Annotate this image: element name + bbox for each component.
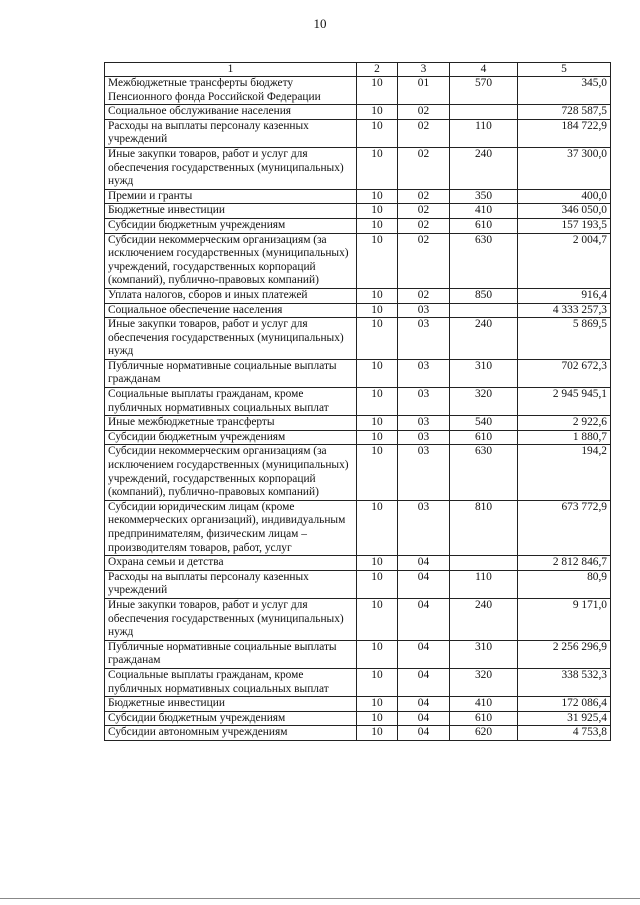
expense-type-cell: 310 bbox=[450, 640, 518, 668]
subsection-code-cell: 04 bbox=[398, 570, 450, 598]
subsection-code-cell: 04 bbox=[398, 598, 450, 640]
subsection-code-cell: 03 bbox=[398, 500, 450, 555]
amount-cell: 2 004,7 bbox=[518, 233, 611, 288]
row-name-cell: Расходы на выплаты персоналу казенных учреждений bbox=[105, 570, 357, 598]
page-edge-line bbox=[0, 898, 640, 899]
table-row bbox=[105, 105, 611, 120]
expense-type-cell: 410 bbox=[450, 697, 518, 712]
amount-cell: 2 922,6 bbox=[518, 416, 611, 431]
subsection-code-cell: 04 bbox=[398, 640, 450, 668]
section-code-cell: 10 bbox=[357, 105, 398, 120]
table-body bbox=[105, 77, 611, 741]
table-row bbox=[105, 119, 611, 147]
table-row bbox=[105, 697, 611, 712]
expense-type-cell: 240 bbox=[450, 598, 518, 640]
amount-cell: 194,2 bbox=[518, 445, 611, 500]
subsection-code-cell: 02 bbox=[398, 204, 450, 219]
expense-type-cell: 810 bbox=[450, 500, 518, 555]
row-name-cell: Субсидии бюджетным учреждениям bbox=[105, 430, 357, 445]
subsection-code-cell: 03 bbox=[398, 388, 450, 416]
column-header: 5 bbox=[518, 63, 611, 77]
expense-type-cell: 110 bbox=[450, 570, 518, 598]
section-code-cell: 10 bbox=[357, 318, 398, 360]
section-code-cell: 10 bbox=[357, 303, 398, 318]
expense-type-cell: 240 bbox=[450, 147, 518, 189]
subsection-code-cell: 02 bbox=[398, 288, 450, 303]
row-name-cell: Субсидии бюджетным учреждениям bbox=[105, 218, 357, 233]
table-row bbox=[105, 303, 611, 318]
expense-type-cell: 240 bbox=[450, 318, 518, 360]
table-row bbox=[105, 388, 611, 416]
section-code-cell: 10 bbox=[357, 640, 398, 668]
table-row bbox=[105, 189, 611, 204]
subsection-code-cell: 04 bbox=[398, 668, 450, 696]
section-code-cell: 10 bbox=[357, 445, 398, 500]
expense-type-cell: 610 bbox=[450, 430, 518, 445]
subsection-code-cell: 03 bbox=[398, 416, 450, 431]
expense-type-cell: 850 bbox=[450, 288, 518, 303]
row-name-cell: Премии и гранты bbox=[105, 189, 357, 204]
section-code-cell: 10 bbox=[357, 430, 398, 445]
table-row bbox=[105, 668, 611, 696]
expense-type-cell: 350 bbox=[450, 189, 518, 204]
section-code-cell: 10 bbox=[357, 288, 398, 303]
amount-cell: 37 300,0 bbox=[518, 147, 611, 189]
subsection-code-cell: 03 bbox=[398, 359, 450, 387]
table-row bbox=[105, 598, 611, 640]
expense-type-cell: 110 bbox=[450, 119, 518, 147]
section-code-cell: 10 bbox=[357, 697, 398, 712]
column-header: 1 bbox=[105, 63, 357, 77]
amount-cell: 673 772,9 bbox=[518, 500, 611, 555]
expense-type-cell: 610 bbox=[450, 218, 518, 233]
expense-type-cell: 630 bbox=[450, 445, 518, 500]
table-row bbox=[105, 204, 611, 219]
table-header-row bbox=[105, 63, 611, 77]
section-code-cell: 10 bbox=[357, 416, 398, 431]
subsection-code-cell: 02 bbox=[398, 105, 450, 120]
subsection-code-cell: 03 bbox=[398, 430, 450, 445]
expense-type-cell bbox=[450, 556, 518, 571]
subsection-code-cell: 03 bbox=[398, 318, 450, 360]
expense-type-cell: 310 bbox=[450, 359, 518, 387]
amount-cell: 2 256 296,9 bbox=[518, 640, 611, 668]
expense-type-cell: 570 bbox=[450, 77, 518, 105]
section-code-cell: 10 bbox=[357, 359, 398, 387]
subsection-code-cell: 02 bbox=[398, 189, 450, 204]
row-name-cell: Социальное обеспечение населения bbox=[105, 303, 357, 318]
table-row bbox=[105, 570, 611, 598]
expense-type-cell: 610 bbox=[450, 711, 518, 726]
table-row bbox=[105, 445, 611, 500]
subsection-code-cell: 03 bbox=[398, 445, 450, 500]
expense-type-cell bbox=[450, 303, 518, 318]
table-row bbox=[105, 416, 611, 431]
row-name-cell: Охрана семьи и детства bbox=[105, 556, 357, 571]
section-code-cell: 10 bbox=[357, 726, 398, 741]
column-header: 2 bbox=[357, 63, 398, 77]
section-code-cell: 10 bbox=[357, 147, 398, 189]
row-name-cell: Социальные выплаты гражданам, кроме публичных нормативных социальных выплат bbox=[105, 388, 357, 416]
amount-cell: 80,9 bbox=[518, 570, 611, 598]
section-code-cell: 10 bbox=[357, 556, 398, 571]
column-header: 3 bbox=[398, 63, 450, 77]
table-row bbox=[105, 233, 611, 288]
subsection-code-cell: 02 bbox=[398, 119, 450, 147]
amount-cell: 4 333 257,3 bbox=[518, 303, 611, 318]
row-name-cell: Уплата налогов, сборов и иных платежей bbox=[105, 288, 357, 303]
expense-type-cell: 320 bbox=[450, 388, 518, 416]
subsection-code-cell: 01 bbox=[398, 77, 450, 105]
row-name-cell: Иные закупки товаров, работ и услуг для обеспечения государственных (муниципальных) нужд bbox=[105, 147, 357, 189]
amount-cell: 2 945 945,1 bbox=[518, 388, 611, 416]
amount-cell: 4 753,8 bbox=[518, 726, 611, 741]
table-row bbox=[105, 500, 611, 555]
amount-cell: 400,0 bbox=[518, 189, 611, 204]
subsection-code-cell: 03 bbox=[398, 303, 450, 318]
subsection-code-cell: 04 bbox=[398, 556, 450, 571]
subsection-code-cell: 02 bbox=[398, 147, 450, 189]
section-code-cell: 10 bbox=[357, 77, 398, 105]
section-code-cell: 10 bbox=[357, 598, 398, 640]
table-row bbox=[105, 359, 611, 387]
expense-type-cell: 540 bbox=[450, 416, 518, 431]
page-number: 10 bbox=[313, 16, 327, 31]
row-name-cell: Иные межбюджетные трансферты bbox=[105, 416, 357, 431]
budget-table bbox=[104, 62, 611, 741]
table-row bbox=[105, 430, 611, 445]
amount-cell: 916,4 bbox=[518, 288, 611, 303]
table-row bbox=[105, 218, 611, 233]
table-row bbox=[105, 711, 611, 726]
amount-cell: 184 722,9 bbox=[518, 119, 611, 147]
amount-cell: 338 532,3 bbox=[518, 668, 611, 696]
table-row bbox=[105, 288, 611, 303]
row-name-cell: Субсидии некоммерческим организациям (за исключением государственных (муниципальных) учреждений, государственных корпораций (компаний), публично-правовых компаний) bbox=[105, 445, 357, 500]
amount-cell: 702 672,3 bbox=[518, 359, 611, 387]
expense-type-cell bbox=[450, 105, 518, 120]
row-name-cell: Субсидии юридическим лицам (кроме некоммерческих организаций), индивидуальным предпринимателям, физическим лицам – производителям товаров, работ, услуг bbox=[105, 500, 357, 555]
amount-cell: 1 880,7 bbox=[518, 430, 611, 445]
amount-cell: 345,0 bbox=[518, 77, 611, 105]
table-row bbox=[105, 726, 611, 741]
table-row bbox=[105, 556, 611, 571]
row-name-cell: Субсидии некоммерческим организациям (за исключением государственных (муниципальных) учреждений, государственных корпораций (компаний), публично-правовых компаний) bbox=[105, 233, 357, 288]
row-name-cell: Публичные нормативные социальные выплаты гражданам bbox=[105, 640, 357, 668]
row-name-cell: Социальное обслуживание населения bbox=[105, 105, 357, 120]
table-row bbox=[105, 640, 611, 668]
expense-type-cell: 620 bbox=[450, 726, 518, 741]
row-name-cell: Бюджетные инвестиции bbox=[105, 697, 357, 712]
subsection-code-cell: 04 bbox=[398, 711, 450, 726]
row-name-cell: Субсидии автономным учреждениям bbox=[105, 726, 357, 741]
expense-type-cell: 320 bbox=[450, 668, 518, 696]
section-code-cell: 10 bbox=[357, 388, 398, 416]
section-code-cell: 10 bbox=[357, 500, 398, 555]
row-name-cell: Иные закупки товаров, работ и услуг для обеспечения государственных (муниципальных) нужд bbox=[105, 318, 357, 360]
row-name-cell: Социальные выплаты гражданам, кроме публичных нормативных социальных выплат bbox=[105, 668, 357, 696]
amount-cell: 2 812 846,7 bbox=[518, 556, 611, 571]
section-code-cell: 10 bbox=[357, 570, 398, 598]
subsection-code-cell: 02 bbox=[398, 218, 450, 233]
amount-cell: 157 193,5 bbox=[518, 218, 611, 233]
table-row bbox=[105, 77, 611, 105]
amount-cell: 9 171,0 bbox=[518, 598, 611, 640]
row-name-cell: Межбюджетные трансферты бюджету Пенсионного фонда Российской Федерации bbox=[105, 77, 357, 105]
amount-cell: 5 869,5 bbox=[518, 318, 611, 360]
table-row bbox=[105, 147, 611, 189]
amount-cell: 346 050,0 bbox=[518, 204, 611, 219]
subsection-code-cell: 02 bbox=[398, 233, 450, 288]
row-name-cell: Публичные нормативные социальные выплаты гражданам bbox=[105, 359, 357, 387]
amount-cell: 31 925,4 bbox=[518, 711, 611, 726]
column-header: 4 bbox=[450, 63, 518, 77]
row-name-cell: Расходы на выплаты персоналу казенных учреждений bbox=[105, 119, 357, 147]
row-name-cell: Субсидии бюджетным учреждениям bbox=[105, 711, 357, 726]
table-row bbox=[105, 318, 611, 360]
expense-type-cell: 630 bbox=[450, 233, 518, 288]
row-name-cell: Бюджетные инвестиции bbox=[105, 204, 357, 219]
section-code-cell: 10 bbox=[357, 711, 398, 726]
amount-cell: 728 587,5 bbox=[518, 105, 611, 120]
row-name-cell: Иные закупки товаров, работ и услуг для обеспечения государственных (муниципальных) нужд bbox=[105, 598, 357, 640]
section-code-cell: 10 bbox=[357, 189, 398, 204]
section-code-cell: 10 bbox=[357, 218, 398, 233]
section-code-cell: 10 bbox=[357, 204, 398, 219]
subsection-code-cell: 04 bbox=[398, 726, 450, 741]
section-code-cell: 10 bbox=[357, 233, 398, 288]
section-code-cell: 10 bbox=[357, 119, 398, 147]
amount-cell: 172 086,4 bbox=[518, 697, 611, 712]
expense-type-cell: 410 bbox=[450, 204, 518, 219]
section-code-cell: 10 bbox=[357, 668, 398, 696]
subsection-code-cell: 04 bbox=[398, 697, 450, 712]
